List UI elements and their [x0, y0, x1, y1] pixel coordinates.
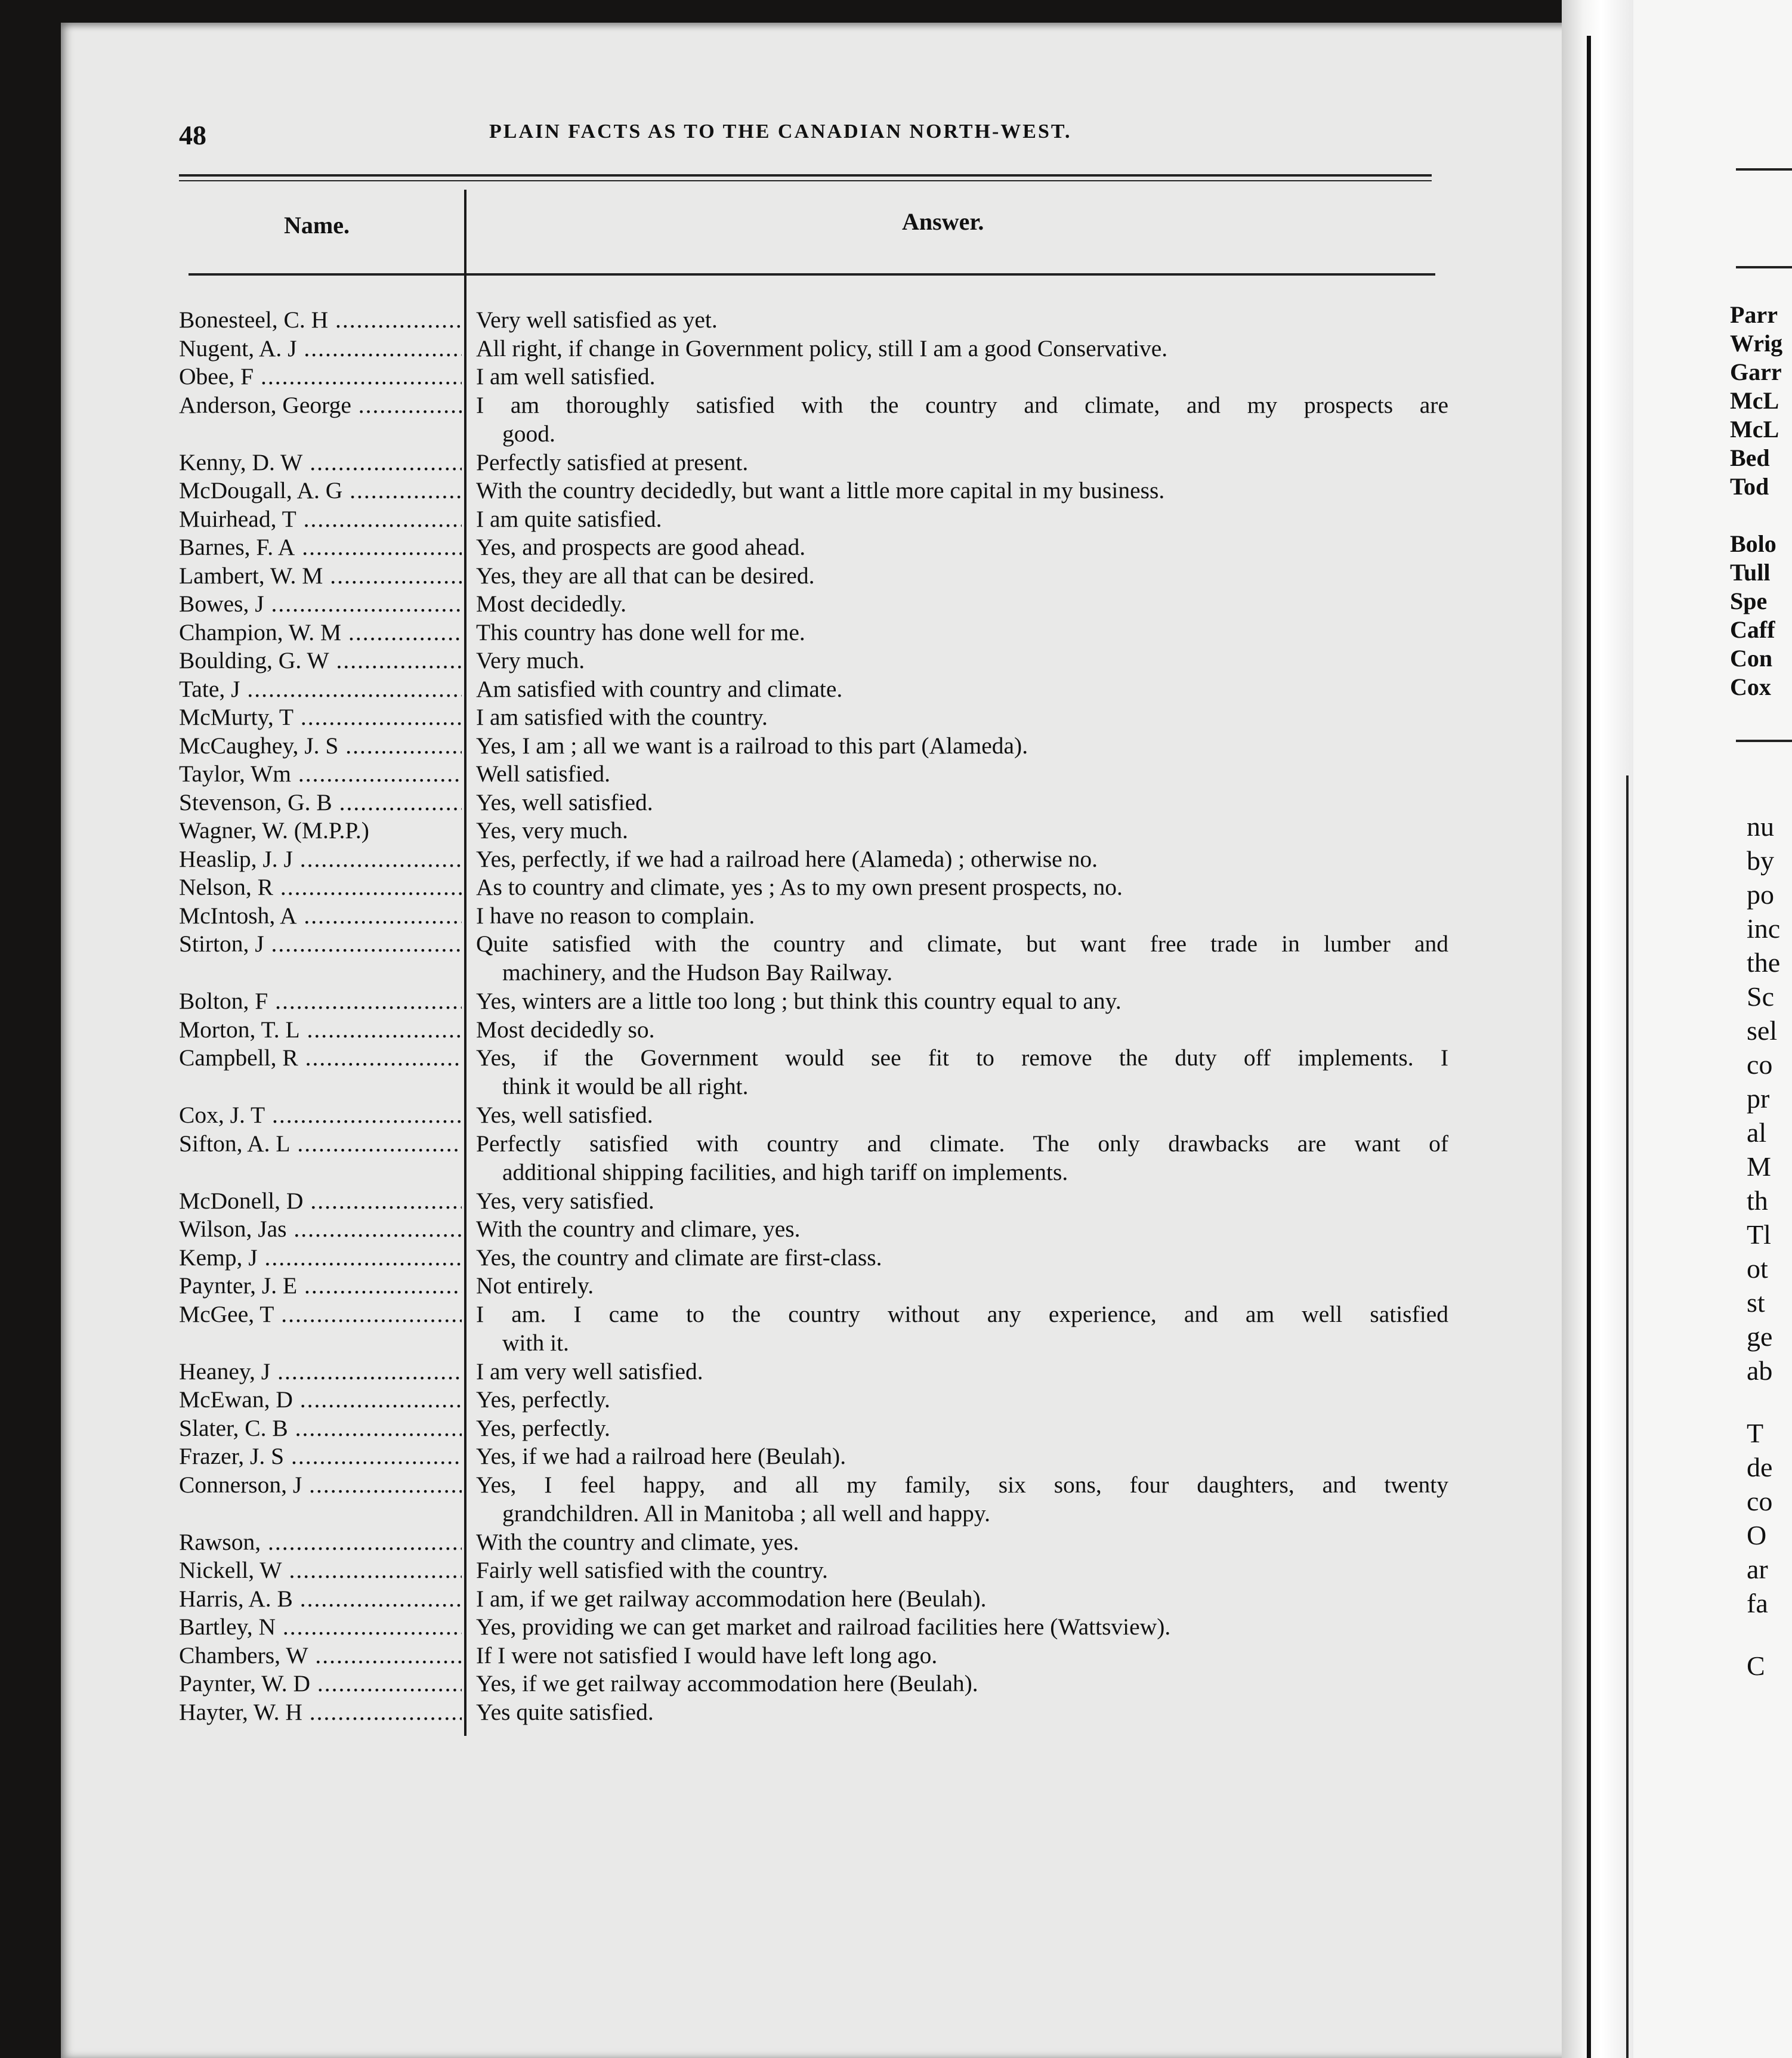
- answer-line: Most decidedly so.: [476, 1016, 655, 1043]
- facing-page-text-fragment: ab: [1747, 1355, 1773, 1386]
- respondent-name: Anderson, George .....: [179, 391, 462, 419]
- facing-page-rule: [1736, 740, 1792, 742]
- answer-line: Yes, they are all that can be desired.: [476, 562, 815, 589]
- answer-line: Yes quite satisfied.: [476, 1698, 654, 1725]
- respondent-answer: [476, 1528, 1448, 1556]
- answer-line: Yes, providing we can get market and railroad facilities here (Wattsview).: [476, 1614, 1171, 1640]
- respondent-answer: [476, 1243, 1448, 1272]
- answer-line: I am very well satisfied.: [476, 1358, 703, 1385]
- respondent-answer: [476, 448, 1448, 477]
- respondent-answer: [476, 646, 1448, 675]
- respondent-name: Muirhead, T .....: [179, 505, 462, 533]
- facing-page-text-fragment: Tl: [1747, 1219, 1771, 1250]
- facing-page-rule: [1736, 168, 1792, 171]
- answer-line: Quite satisfied with the country and climate, but want free trade in lumber and: [476, 931, 1448, 957]
- column-header-answer: Answer.: [902, 208, 984, 235]
- respondent-answer: [476, 987, 1448, 1015]
- respondent-answer: [476, 589, 1448, 618]
- facing-page-name-fragment: Garr: [1730, 359, 1782, 385]
- respondent-answer: [476, 1215, 1448, 1243]
- respondent-name: Campbell, R .....: [179, 1043, 462, 1072]
- respondent-answer: [476, 675, 1448, 703]
- answer-line: Yes, if we had a railroad here (Beulah).: [476, 1443, 846, 1469]
- respondent-name: Heaney, J .....: [179, 1357, 462, 1386]
- facing-page-text-fragment: th: [1747, 1185, 1768, 1216]
- page-number: 48: [179, 120, 206, 150]
- respondent-name: Bartley, N .....: [179, 1612, 462, 1641]
- respondent-answer: [476, 1612, 1448, 1641]
- respondent-name: Nickell, W .....: [179, 1556, 462, 1584]
- answer-continuation: think it would be all right.: [502, 1073, 749, 1099]
- gutter-edge-line: [1626, 775, 1629, 2058]
- respondent-name: Lambert, W. M .....: [179, 561, 462, 590]
- answer-line: Yes, and prospects are good ahead.: [476, 534, 806, 560]
- respondent-answer: [476, 1300, 1448, 1357]
- answer-continuation: machinery, and the Hudson Bay Railway.: [502, 959, 893, 985]
- respondent-answer: [476, 1584, 1448, 1613]
- respondent-name: McDougall, A. G .....: [179, 476, 462, 505]
- respondent-name: McDonell, D .....: [179, 1186, 462, 1215]
- respondent-answer: [476, 561, 1448, 590]
- respondent-name: Connerson, J .....: [179, 1470, 462, 1499]
- facing-page-text-fragment: ge: [1747, 1321, 1773, 1352]
- respondent-name: Cox, J. T .....: [179, 1101, 462, 1129]
- respondent-name: McGee, T .....: [179, 1300, 462, 1328]
- respondent-name: Nugent, A. J .....: [179, 334, 462, 363]
- facing-page-text-fragment: pr: [1747, 1083, 1770, 1114]
- respondent-answer: [476, 703, 1448, 731]
- respondent-name: Sifton, A. L .....: [179, 1129, 462, 1158]
- answer-line: With the country and climare, yes.: [476, 1216, 801, 1242]
- respondent-name: Heaslip, J. J .....: [179, 845, 462, 873]
- facing-page-name-fragment: Spe: [1730, 588, 1768, 614]
- facing-page-name-fragment: Tull: [1730, 559, 1771, 586]
- answer-continuation: additional shipping facilities, and high tariff on implements.: [502, 1158, 1068, 1185]
- respondent-name: Stevenson, G. B .....: [179, 788, 462, 817]
- respondent-name: Frazer, J. S .....: [179, 1442, 462, 1470]
- answer-line: Yes, if the Government would see fit to remove the duty off implements. I: [476, 1045, 1448, 1071]
- answer-line: Yes, well satisfied.: [476, 1102, 653, 1128]
- respondent-name: Bonesteel, C. H .....: [179, 305, 462, 334]
- facing-page-name-fragment: McL: [1730, 416, 1779, 443]
- answer-line: With the country decidedly, but want a little more capital in my business.: [476, 477, 1165, 503]
- respondent-name: McCaughey, J. S .....: [179, 731, 462, 760]
- respondent-name: Kemp, J .....: [179, 1243, 462, 1272]
- answer-line: Yes, perfectly.: [476, 1386, 610, 1413]
- respondent-name: Taylor, Wm .....: [179, 759, 462, 788]
- respondent-answer: [476, 1101, 1448, 1129]
- respondent-answer: [476, 476, 1448, 505]
- respondent-name: Chambers, W .....: [179, 1641, 462, 1670]
- respondent-name: Paynter, W. D .....: [179, 1669, 462, 1698]
- respondent-name: Stirton, J .....: [179, 929, 462, 958]
- answer-line: I am, if we get railway accommodation here (Beulah).: [476, 1585, 987, 1612]
- answer-line: If I were not satisfied I would have left long ago.: [476, 1642, 938, 1668]
- answer-line: Not entirely.: [476, 1272, 594, 1299]
- answer-line: Yes, I feel happy, and all my family, six sons, four daughters, and twenty: [476, 1471, 1448, 1498]
- answer-line: Very well satisfied as yet.: [476, 307, 718, 333]
- head-rule-top: [179, 174, 1432, 177]
- respondent-answer: [476, 901, 1448, 930]
- respondent-answer: [476, 759, 1448, 788]
- answer-line: Very much.: [476, 647, 585, 673]
- facing-page-text-fragment: by: [1747, 845, 1774, 876]
- respondent-name: Wagner, W. (M.P.P.): [179, 817, 369, 843]
- answer-line: I have no reason to complain.: [476, 902, 755, 929]
- respondent-name: Rawson, .....: [179, 1528, 462, 1556]
- facing-page-name-fragment: Caff: [1730, 616, 1775, 643]
- book-gutter: [1562, 0, 1633, 2058]
- answer-line: Yes, winters are a little too long ; but think this country equal to any.: [476, 988, 1121, 1014]
- facing-page-text-fragment: st: [1747, 1287, 1765, 1318]
- respondent-answer: [476, 816, 1448, 845]
- respondent-answer: [476, 618, 1448, 647]
- respondent-name: Hayter, W. H .....: [179, 1698, 462, 1726]
- answer-line: Perfectly satisfied with country and climate. The only drawbacks are want of: [476, 1130, 1448, 1157]
- respondent-answer: [476, 788, 1448, 817]
- facing-page-name-fragment: Wrig: [1730, 330, 1783, 357]
- facing-page-text-fragment: M: [1747, 1151, 1771, 1182]
- answer-line: This country has done well for me.: [476, 619, 805, 645]
- respondent-name: McIntosh, A .....: [179, 901, 462, 930]
- respondent-answer: [476, 1385, 1448, 1414]
- answer-line: I am. I came to the country without any experience, and am well satisfied: [476, 1300, 1448, 1327]
- answer-line: Yes, the country and climate are first-class.: [476, 1244, 882, 1271]
- answer-continuation: with it.: [502, 1329, 569, 1356]
- column-header-rule: [189, 273, 1435, 276]
- facing-page-text-fragment: al: [1747, 1117, 1767, 1148]
- facing-page-rule: [1736, 266, 1792, 268]
- answer-line: Yes, perfectly, if we had a railroad here (Alameda) ; otherwise no.: [476, 845, 1098, 872]
- answer-line: I am quite satisfied.: [476, 505, 662, 532]
- facing-page-text-fragment: the: [1747, 947, 1781, 978]
- facing-page-text-fragment: Sc: [1747, 981, 1774, 1012]
- answer-line: Well satisfied.: [476, 761, 610, 787]
- answer-line: Most decidedly.: [476, 591, 626, 617]
- facing-page-text-fragment: inc: [1747, 913, 1781, 944]
- facing-page-name-fragment: Bed: [1730, 444, 1770, 471]
- respondent-name: Nelson, R .....: [179, 873, 462, 901]
- respondent-answer: [476, 391, 1448, 448]
- respondent-answer: [476, 1015, 1448, 1044]
- respondent-answer: [476, 1698, 1448, 1726]
- respondent-answer: [476, 1271, 1448, 1300]
- respondent-answer: [476, 873, 1448, 901]
- answer-line: All right, if change in Government policy, still I am a good Conservative.: [476, 335, 1168, 361]
- respondent-answer: [476, 1357, 1448, 1386]
- respondent-answer: [476, 1556, 1448, 1584]
- respondent-answer: [476, 1129, 1448, 1186]
- respondent-answer: [476, 533, 1448, 561]
- respondent-name: McEwan, D .....: [179, 1385, 462, 1414]
- facing-page-name-fragment: Cox: [1730, 673, 1771, 700]
- facing-page-text-fragment: nu: [1747, 811, 1774, 842]
- answer-line: Yes, very much.: [476, 817, 628, 843]
- answer-line: Am satisfied with country and climate.: [476, 675, 843, 702]
- respondent-answer: [476, 1442, 1448, 1470]
- answer-line: Yes, I am ; all we want is a railroad to this part (Alameda).: [476, 732, 1028, 759]
- respondent-answer: [476, 505, 1448, 533]
- respondent-name: Boulding, G. W .....: [179, 646, 462, 675]
- facing-page-name-fragment: McL: [1730, 387, 1779, 414]
- answer-line: Yes, well satisfied.: [476, 789, 653, 815]
- answer-line: As to country and climate, yes ; As to my own present prospects, no.: [476, 874, 1123, 900]
- facing-page-text-fragment: de: [1747, 1452, 1773, 1482]
- respondent-answer: [476, 929, 1448, 987]
- facing-page-name-fragment: Parr: [1730, 301, 1778, 328]
- facing-page-text-fragment: ar: [1747, 1554, 1768, 1584]
- facing-page-name-fragment: Con: [1730, 645, 1773, 672]
- respondent-answer: [476, 1414, 1448, 1442]
- facing-page-name-fragment: Tod: [1730, 473, 1769, 500]
- answer-continuation: good.: [502, 420, 555, 447]
- gutter-shadow-line: [1587, 36, 1591, 2058]
- respondent-name: Bowes, J .....: [179, 589, 462, 618]
- answer-line: Yes, perfectly.: [476, 1414, 610, 1441]
- respondent-answer: [476, 305, 1448, 334]
- facing-page-text-fragment: T: [1747, 1418, 1764, 1448]
- respondent-name: Slater, C. B .....: [179, 1414, 462, 1442]
- respondent-answer: [476, 1470, 1448, 1528]
- answer-line: Yes, very satisfied.: [476, 1187, 654, 1214]
- facing-page-text-fragment: co: [1747, 1486, 1773, 1516]
- respondent-answer: [476, 334, 1448, 363]
- running-head: PLAIN FACTS AS TO THE CANADIAN NORTH-WEST.: [489, 120, 1072, 143]
- respondent-name: Kenny, D. W .....: [179, 448, 462, 477]
- answer-continuation: grandchildren. All in Manitoba ; all well and happy.: [502, 1500, 990, 1526]
- head-rule-bottom: [179, 180, 1432, 181]
- respondent-name: Barnes, F. A .....: [179, 533, 462, 561]
- respondent-name: Obee, F .....: [179, 362, 462, 391]
- answer-line: I am well satisfied.: [476, 363, 656, 390]
- facing-page-text-fragment: O: [1747, 1520, 1767, 1550]
- answer-line: Perfectly satisfied at present.: [476, 449, 749, 475]
- respondent-name: Wilson, Jas .....: [179, 1215, 462, 1243]
- facing-page-text-fragment: sel: [1747, 1015, 1778, 1046]
- respondent-name: Paynter, J. E .....: [179, 1271, 462, 1300]
- respondent-answer: [476, 362, 1448, 391]
- respondent-answer: [476, 1043, 1448, 1101]
- respondent-answer: [476, 845, 1448, 873]
- respondent-answer: [476, 1641, 1448, 1670]
- answer-line: Fairly well satisfied with the country.: [476, 1557, 828, 1583]
- respondent-answer: [476, 1669, 1448, 1698]
- facing-page-name-fragment: Bolo: [1730, 530, 1776, 557]
- respondent-name: Champion, W. M .....: [179, 618, 462, 647]
- respondent-answer: [476, 1186, 1448, 1215]
- facing-page-text-fragment: ot: [1747, 1253, 1768, 1284]
- respondent-name: Tate, J .....: [179, 675, 462, 703]
- column-header-name: Name.: [284, 212, 350, 239]
- facing-page-text-fragment: co: [1747, 1049, 1773, 1080]
- respondent-answer: [476, 731, 1448, 760]
- facing-page-text-fragment: po: [1747, 879, 1774, 910]
- facing-page-text-fragment: C: [1747, 1651, 1765, 1681]
- answer-line: Yes, if we get railway accommodation here (Beulah).: [476, 1670, 978, 1697]
- column-divider: [464, 190, 466, 1736]
- answer-line: I am satisfied with the country.: [476, 704, 768, 730]
- answer-line: I am thoroughly satisfied with the country and climate, and my prospects are: [476, 391, 1448, 418]
- respondent-name: Morton, T. L .....: [179, 1015, 462, 1044]
- facing-page-text-fragment: fa: [1747, 1588, 1768, 1618]
- respondent-name: McMurty, T .....: [179, 703, 462, 731]
- respondent-name: Harris, A. B .....: [179, 1584, 462, 1613]
- answer-line: With the country and climate, yes.: [476, 1528, 799, 1555]
- respondent-name: Bolton, F .....: [179, 987, 462, 1015]
